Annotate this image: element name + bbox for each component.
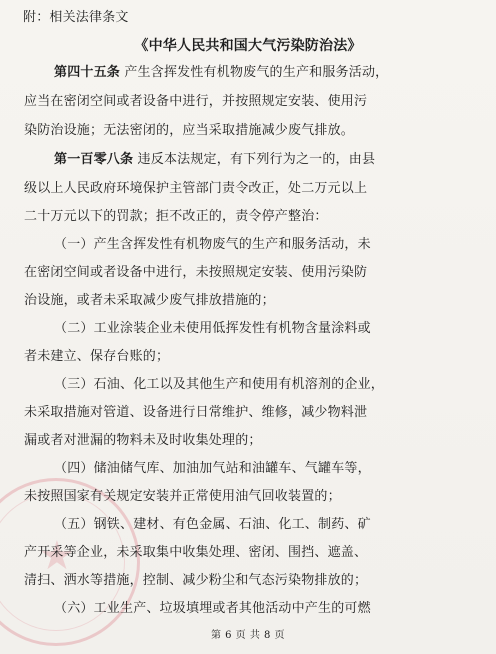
- item-1-line-2: 在密闭空间或者设备中进行，未按照规定安装、使用污染防: [24, 265, 368, 280]
- item-5-line-3: 清扫、洒水等措施，控制、减少粉尘和气态污染物排放的；: [24, 573, 368, 588]
- item-3-line-3: 漏或者对泄漏的物料未及时收集处理的；: [24, 433, 262, 448]
- item-1-line-1: （一）产生含挥发性有机物废气的生产和服务活动，未: [54, 237, 371, 252]
- item-2-line-1: （二）工业涂装企业未使用低挥发性有机物含量涂料或: [54, 321, 371, 336]
- article-45-line-2: 应当在密闭空间或者设备中进行，并按照规定安装、使用污: [24, 94, 368, 109]
- item-2-line-2: 者未建立、保存台账的；: [24, 349, 170, 364]
- item-5-line-2: 产开采等企业，未采取集中收集处理、密闭、围挡、遮盖、: [24, 545, 368, 560]
- item-6-line-1: （六）工业生产、垃圾填埋或者其他活动中产生的可燃: [54, 601, 371, 616]
- item-4-line-2: 未按照国家有关规定安装并正常使用油气回收装置的；: [24, 489, 341, 504]
- article-45-heading: 第四十五条: [54, 65, 121, 80]
- article-108-heading: 第一百零八条: [54, 152, 134, 167]
- article-108-line-2: 级以上人民政府环境保护主管部门责令改正，处二万元以上: [24, 181, 368, 196]
- article-45-line-1: [54, 66, 388, 79]
- article-45-text-1: 产生含挥发性有机物废气的生产和服务活动，: [124, 65, 389, 80]
- page-footer: 第 6 页 共 8 页: [210, 630, 286, 641]
- article-108-text-1: 违反本法规定，有下列行为之一的，由县: [137, 152, 376, 167]
- law-title: 《中华人民共和国大气污染防治法》: [134, 38, 362, 54]
- item-3-line-1: （三）石油、化工以及其他生产和使用有机溶剂的企业，: [54, 377, 385, 392]
- attachment-label: 附：相关法律条文: [23, 10, 129, 25]
- item-5-line-1: （五）钢铁、建材、有色金属、石油、化工、制药、矿: [54, 517, 371, 532]
- article-45-line-3: 染防治设施；无法密闭的，应当采取措施减少废气排放。: [24, 123, 355, 138]
- article-108-line-3: 二十万元以下的罚款；拒不改正的，责令停产整治：: [24, 209, 328, 224]
- item-3-line-2: 未采取措施对管道、设备进行日常维护、维修，减少物料泄: [24, 405, 368, 420]
- item-4-line-1: （四）储油储气库、加油加气站和油罐车、气罐车等，: [54, 461, 371, 476]
- item-1-line-3: 治设施，或者未采取减少废气排放措施的；: [24, 293, 275, 308]
- article-108-line-1: [54, 153, 375, 166]
